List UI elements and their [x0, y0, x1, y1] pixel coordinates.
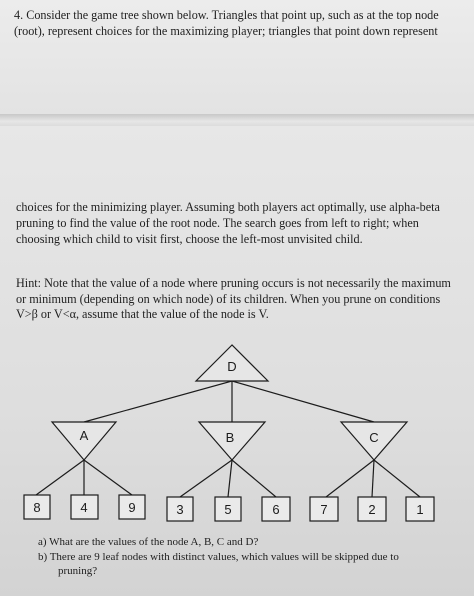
- question-line-1: 4. Consider the game tree shown below. Triangles that point up, such as at the top node: [14, 8, 439, 22]
- leaf-9-value: 1: [416, 502, 424, 517]
- leaf-4-value: 3: [176, 502, 184, 517]
- leaf-7-value: 7: [320, 502, 328, 517]
- leaf-8-value: 2: [368, 502, 376, 517]
- leaf-3-value: 9: [128, 500, 136, 515]
- paragraph-line-3: choosing which child to visit first, choose the left-most unvisited child.: [16, 232, 363, 246]
- subquestion-a: a) What are the values of the node A, B, C and D?: [38, 536, 259, 548]
- subquestion-b-cont: pruning?: [58, 565, 98, 577]
- paragraph-line-1: choices for the minimizing player. Assuming both players act optimally, use alpha-beta: [16, 200, 440, 214]
- question-line-2: (root), represent choices for the maximizing player; triangles that point down represent: [14, 24, 438, 38]
- min-node-b-label: B: [225, 430, 235, 445]
- page-fold: [0, 114, 474, 126]
- leaf-5-value: 5: [224, 502, 232, 517]
- hint-line-2: or minimum (depending on which node) of its children. When you prune on conditions: [16, 292, 441, 306]
- leaf-6-value: 6: [272, 502, 280, 517]
- leaf-2-value: 4: [80, 500, 88, 515]
- root-node-label: D: [227, 359, 237, 374]
- min-node-a-label: A: [79, 428, 89, 443]
- subquestion-b: b) There are 9 leaf nodes with distinct values, which values will be skipped due to: [38, 551, 399, 563]
- leaf-1-value: 8: [33, 500, 41, 515]
- game-tree: [0, 340, 474, 540]
- paragraph-line-2: pruning to find the value of the root node. The search goes from left to right; when: [16, 216, 419, 230]
- hint-line-1: Hint: Note that the value of a node where pruning occurs is not necessarily the maximum: [16, 276, 451, 290]
- min-node-c-label: C: [369, 430, 379, 445]
- hint-line-3: V>β or V<α, assume that the value of the node is V.: [16, 307, 269, 321]
